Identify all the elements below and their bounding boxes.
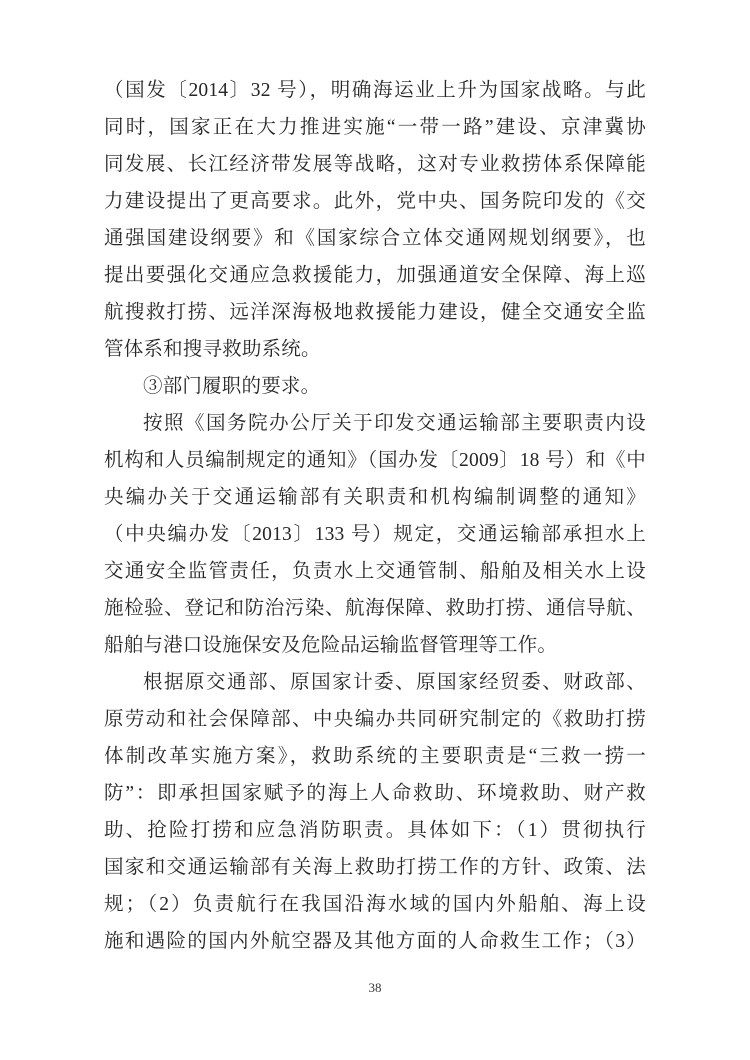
text-line: 管体系和搜寻救助系统。 (104, 339, 321, 360)
text-line: （国发〔2014〕32 号），明确海运业上升为国家战略。与此 (104, 80, 646, 101)
text-line: 助、抢险打捞和应急消防职责。具体如下：（1）贯彻执行 (104, 820, 646, 841)
text-line: ③部门履职的要求。 (143, 376, 321, 397)
text-line: 同发展、长江经济带发展等战略，这对专业救捞体系保障能 (104, 154, 646, 175)
text-line: 通强国建设纲要》和《国家综合立体交通网规划纲要》，也 (104, 228, 646, 249)
text-line: 同时，国家正在大力推进实施“一带一路”建设、京津冀协 (104, 117, 646, 138)
text-line: 力建设提出了更高要求。此外，党中央、国务院印发的《交 (104, 191, 646, 212)
text-line: 央编办关于交通运输部有关职责和机构编制调整的通知》 (104, 487, 646, 508)
text-line: 按照《国务院办公厅关于印发交通运输部主要职责内设 (143, 413, 646, 434)
text-line: 体制改革实施方案》，救助系统的主要职责是“三救一捞一 (104, 746, 646, 767)
text-line: 根据原交通部、原国家计委、原国家经贸委、财政部、 (143, 672, 646, 693)
text-line: 防”：即承担国家赋予的海上人命救助、环境救助、财产救 (104, 783, 646, 804)
text-line: 船舶与港口设施保安及危险品运输监督管理等工作。 (104, 635, 558, 656)
text-line: 施和遇险的国内外航空器及其他方面的人命救生工作；（3） (104, 931, 646, 952)
text-line: 国家和交通运输部有关海上救助打捞工作的方针、政策、法 (104, 857, 646, 878)
text-line: 机构和人员编制规定的通知》（国办发〔2009〕18 号）和《中 (104, 450, 646, 471)
text-line: 规；（2）负责航行在我国沿海水域的国内外船舶、海上设 (104, 894, 646, 915)
document-body (104, 72, 646, 960)
text-line: 原劳动和社会保障部、中央编办共同研究制定的《救助打捞 (104, 709, 646, 730)
text-line: 航搜救打捞、远洋深海极地救援能力建设，健全交通安全监 (104, 302, 646, 323)
text-line: 提出要强化交通应急救援能力，加强通道安全保障、海上巡 (104, 265, 646, 286)
text-line: （中央编办发〔2013〕133 号）规定，交通运输部承担水上 (104, 524, 646, 545)
text-line: 交通安全监管责任，负责水上交通管制、船舶及相关水上设 (104, 561, 646, 582)
text-line: 施检验、登记和防治污染、航海保障、救助打捞、通信导航、 (104, 598, 646, 619)
page-number: 38 (368, 980, 382, 995)
